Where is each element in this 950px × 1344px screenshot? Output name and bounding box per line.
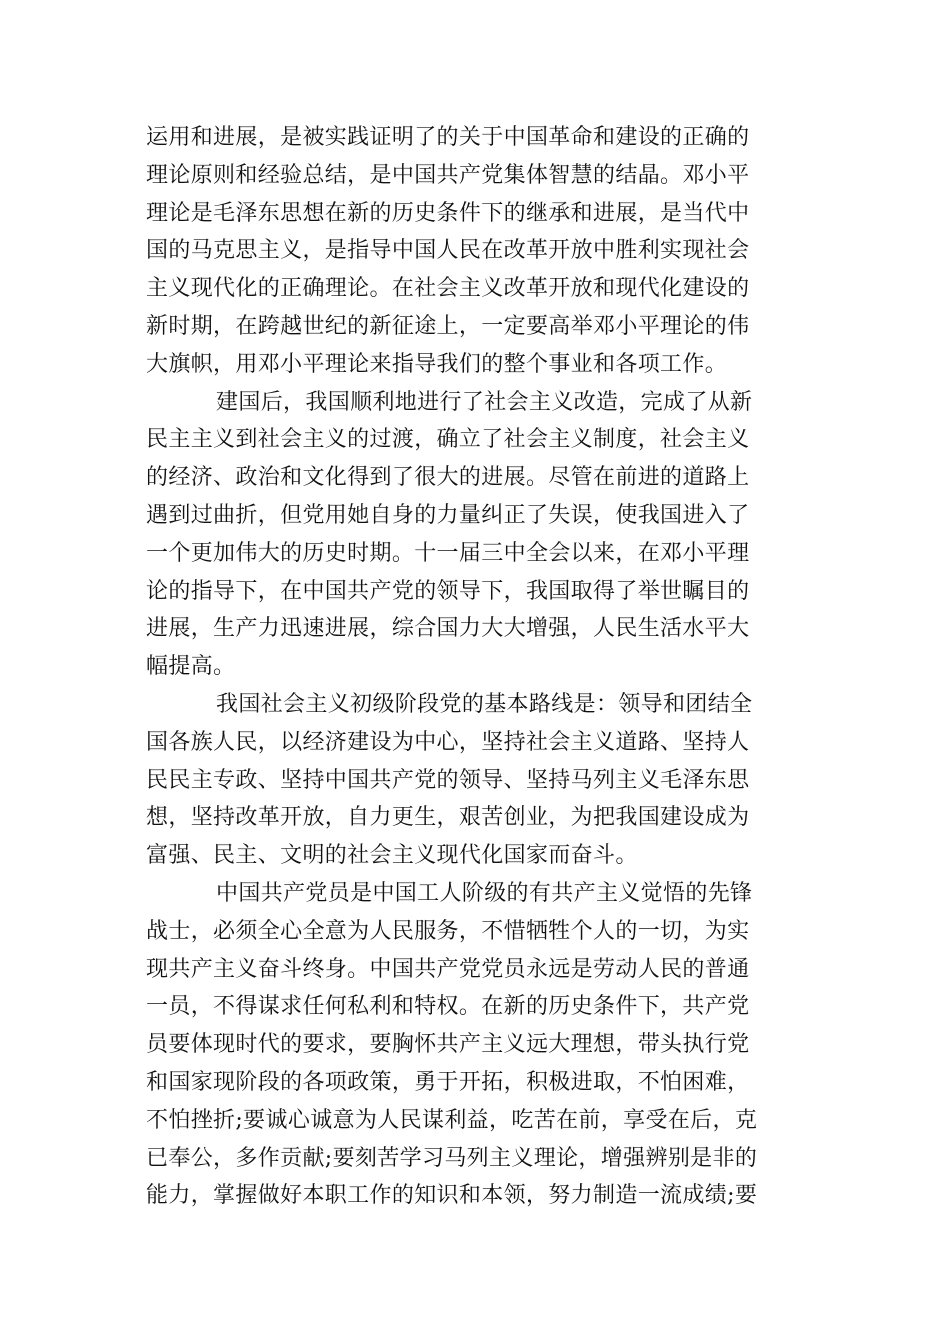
text-line: 一员，不得谋求任何私利和特权。在新的历史条件下，共产党 [146, 994, 750, 1020]
text-line: 中国共产党员是中国工人阶级的有共产主义觉悟的先锋 [216, 880, 753, 906]
text-line: 进展，生产力迅速进展，综合国力大大增强，人民生活水平大 [146, 616, 750, 642]
text-line: 能力，掌握做好本职工作的知识和本领，努力制造一流成绩;要 [146, 1183, 758, 1209]
text-line: 一个更加伟大的历史时期。十一届三中全会以来，在邓小平理 [146, 540, 750, 566]
text-line: 理论原则和经验总结，是中国共产党集体智慧的结晶。邓小平 [146, 162, 750, 188]
text-line: 民主主义到社会主义的过渡，确立了社会主义制度，社会主义 [146, 427, 750, 453]
text-line: 民民主专政、坚持中国共产党的领导、坚持马列主义毛泽东思 [146, 767, 750, 793]
text-line: 幅提高。 [146, 654, 236, 680]
text-line: 战士，必须全心全意为人民服务，不惜牺牲个人的一切，为实 [146, 918, 750, 944]
text-line: 富强、民主、文明的社会主义现代化国家而奋斗。 [146, 843, 638, 869]
paragraph [146, 875, 806, 1215]
text-line: 理论是毛泽东思想在新的历史条件下的继承和进展，是当代中 [146, 200, 750, 226]
text-line: 现共产主义奋斗终身。中国共产党党员永远是劳动人民的普通 [146, 956, 750, 982]
text-line: 大旗帜，用邓小平理论来指导我们的整个事业和各项工作。 [146, 351, 728, 377]
text-line: 遇到过曲折，但党用她自身的力量纠正了失误，使我国进入了 [146, 502, 750, 528]
text-line: 想，坚持改革开放，自力更生，艰苦创业，为把我国建设成为 [146, 805, 750, 831]
text-line: 不怕挫折;要诚心诚意为人民谋利益，吃苦在前，享受在后，克 [146, 1107, 758, 1133]
text-line: 国的马克思主义，是指导中国人民在改革开放中胜利实现社会 [146, 238, 750, 264]
text-line: 我国社会主义初级阶段党的基本路线是：领导和团结全 [216, 691, 753, 717]
paragraph [146, 384, 806, 686]
text-line: 员要体现时代的要求，要胸怀共产主义远大理想，带头执行党 [146, 1032, 750, 1058]
text-line: 的经济、政治和文化得到了很大的进展。尽管在前进的道路上 [146, 465, 750, 491]
text-line: 运用和进展，是被实践证明了的关于中国革命和建设的正确的 [146, 125, 750, 150]
paragraph [146, 686, 806, 875]
text-line: 建国后，我国顺利地进行了社会主义改造，完成了从新 [216, 389, 753, 415]
text-line: 已奉公，多作贡献;要刻苦学习马列主义理论，增强辨别是非的 [146, 1145, 758, 1171]
text-line: 主义现代化的正确理论。在社会主义改革开放和现代化建设的 [146, 276, 750, 302]
text-line: 和国家现阶段的各项政策，勇于开拓，积极进取，不怕困难， [146, 1069, 750, 1095]
paragraph [146, 119, 806, 384]
text-line: 新时期，在跨越世纪的新征途上，一定要高举邓小平理论的伟 [146, 313, 750, 339]
text-line: 国各族人民，以经济建设为中心，坚持社会主义道路、坚持人 [146, 729, 750, 755]
document-body [146, 119, 806, 1215]
text-line: 论的指导下，在中国共产党的领导下，我国取得了举世瞩目的 [146, 578, 750, 604]
